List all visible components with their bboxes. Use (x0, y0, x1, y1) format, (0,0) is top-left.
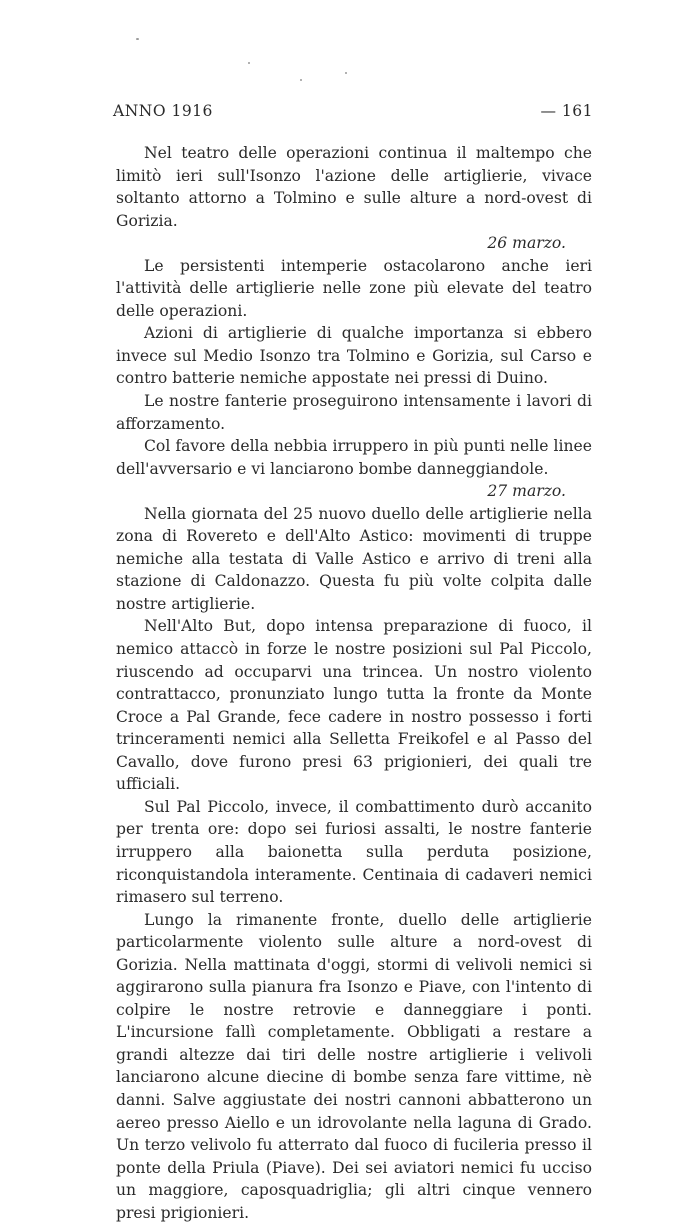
print-speck (248, 62, 250, 64)
paragraph: Col favore della nebbia irruppero in più punti nelle linee dell'avversario e vi lanciarono bombe danneggiandole. (116, 437, 592, 478)
page-body (116, 142, 592, 1224)
date-heading: 26 marzo. (487, 234, 566, 253)
print-speck (345, 72, 347, 74)
paragraph: Sul Pal Piccolo, invece, il combattimento durò accanito per trenta ore: dopo sei furiosi assalti, le nostre fanterie irruppero alla baionetta sulla perduta posizione, riconquistandola interamente. Centinaia di cadaveri nemici rimasero sul terreno. (116, 797, 592, 907)
paragraph: Azioni di artiglierie di qualche importanza si ebbero invece sul Medio Isonzo tra Tolmino e Gorizia, sul Carso e contro batterie nemiche appostate nei pressi di Duino. (116, 324, 592, 388)
paragraph: Nella giornata del 25 nuovo duello delle artiglierie nella zona di Rovereto e dell'Alto Astico: movimenti di truppe nemiche alla testata di Valle Astico e arrivo di treni alla stazione di Caldonazzo. Questa fu più volte colpita dalle nostre artiglierie. (116, 504, 592, 613)
paragraph: Le nostre fanterie proseguirono intensamente i lavori di afforzamento. (116, 392, 592, 433)
print-speck (300, 79, 302, 81)
running-header (113, 102, 593, 124)
date-heading: 27 marzo. (487, 482, 566, 501)
paragraph: Nell'Alto But, dopo intensa preparazione di fuoco, il nemico attaccò in forze le nostre posizioni sul Pal Piccolo, riuscendo ad occuparvi una trincea. Un nostro violento contrattacco, pronunziato lungo tutta la fronte da Monte Croce a Pal Grande, fece cadere in nostro possesso i forti trinceramenti nemici alla Selletta Freikofel e al Passo del Cavallo, dove furono presi 63 prigionieri, dei quali tre ufficiali. (116, 617, 592, 794)
page-number: — 161 (540, 102, 593, 120)
paragraph: Nel teatro delle operazioni continua il maltempo che limitò ieri sull'Isonzo l'azione delle artiglierie, vivace soltanto attorno a Tolmino e sulle alture a nord-ovest di Gorizia. (116, 144, 592, 230)
header-year: ANNO 1916 (113, 102, 213, 120)
paragraph: Le persistenti intemperie ostacolarono anche ieri l'attività delle artiglierie nelle zone più elevate del teatro delle operazioni. (116, 256, 592, 320)
paragraph: Lungo la rimanente fronte, duello delle artiglierie particolarmente violento sulle alture a nord-ovest di Gorizia. Nella mattinata d'oggi, stormi di velivoli nemici si aggirarono sulla pianura fra Isonzo e Piave, con l'intento di colpire le nostre retrovie e danneggiare i ponti. L'incursione fallì completamente. Obbligati a restare a grandi altezze dai tiri delle nostre artiglierie i velivoli lanciarono alcune diecine di bombe senza fare vittime, nè danni. Salve aggiustate dei nostri cannoni abbatterono un aereo presso Aiello e un idrovolante nella laguna di Grado. Un terzo velivolo fu atterrato dal fuoco di fucileria presso il ponte della Priula (Piave). Dei sei aviatori nemici fu ucciso un maggiore, caposquadriglia; gli altri cinque vennero presi prigionieri. (116, 910, 592, 1222)
print-speck (136, 38, 139, 40)
